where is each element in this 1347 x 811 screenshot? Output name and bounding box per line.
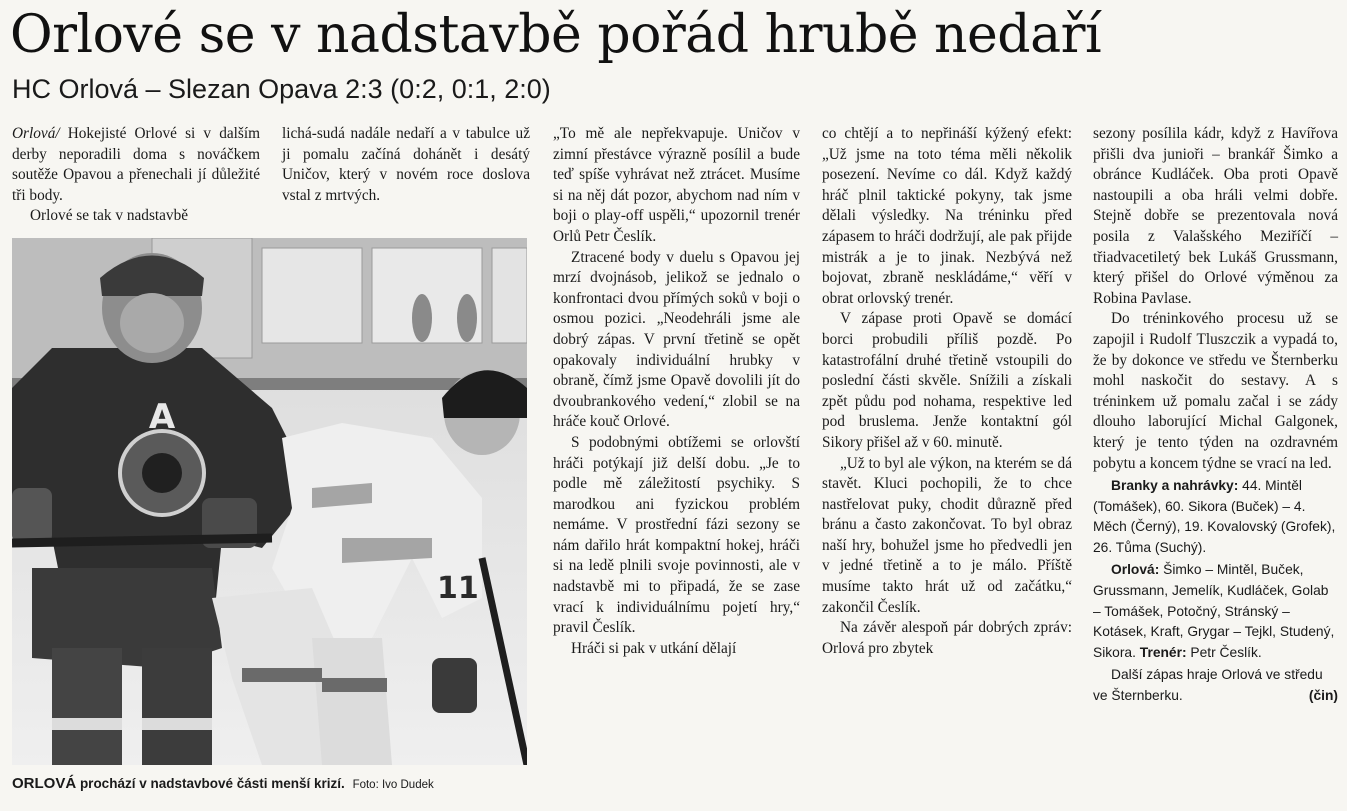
dateline: Orlová/ [12,125,60,142]
paragraph: V zápase proti Opavě se domácí borci probudili příliš pozdě. Po katastrofální druhé třetině vstoupili do poslední části skvěle. Snížili a získali zpět půdu pod nohama, respektive led pod bruslema. Jenže kontaktní gól Sikory přišel až v 60. minutě. [822,310,1072,451]
subheadline: HC Orlová – Slezan Opava 2:3 (0:2, 0:1, 2:0) [12,74,551,104]
paragraph: Na závěr alespoň pár dobrých zpráv: Orlová pro zbytek [822,619,1072,657]
coach-text: Petr Česlík. [1190,644,1262,660]
photo-credit: Foto: Ivo Dudek [352,779,434,791]
jersey-letter: A [148,397,176,437]
lineup-label: Orlová: [1111,562,1160,578]
jersey-number: 11 [437,571,479,606]
lead-paragraph [12,124,260,206]
goals-text: 44. Mintěl (Tomášek), 60. Sikora (Buček) – 4. Měch (Černý), 19. Kovalovský (Grofek), 26. Tůma (Suchý). [1093,478,1336,555]
caption-text: prochází v nadstavbové části menší krizí. [79,776,345,791]
caption-lead: ORLOVÁ [12,775,77,792]
paragraph: S podobnými obtížemi se orlovští hráči potýkají již delší dobu. „Je to podle mě záležitostí psychiky. S marodkou ani fyzickou problém nemáme. V prostřední fázi sezony se nám dařilo hrát kompaktní hokej, hráči si na ledě plnili svoje povinnosti, ale v nadstavbě mi to připadá, že se zase vrací k individuálnímu pojetí hry,“ pravil Česlík. [553,433,800,637]
photo-caption [12,774,527,795]
paragraph: Hráči si pak v utkání dělají [571,639,737,657]
coach-label: Trenér: [1139,644,1187,660]
hockey-photo [12,238,527,765]
next-match-text: Další zápas hraje Orlová ve středu ve Šternberku. [1093,667,1323,704]
paragraph: sezony posílila kádr, když z Havířova přišli dva junioři – brankář Šimko a obránce Kudláček. Oba proti Opavě nastoupili a oba hráli velmi dobře. Stejně dobře se prezentovala nová posila z Valašského Meziříčí – třiadvacetiletý bek Lukáš Grussmann, který přišel do Orlové výměnou za Robina Pavlase. [1093,125,1338,307]
paragraph: lichá-sudá nadále nedaří a v tabulce už ji pomalu začíná dohánět i desátý Uničov, který v novém roce doslova vstal z mrtvých. [282,125,530,204]
headline: Orlové se v nadstavbě pořád hrubě nedaří [10,5,1102,65]
lead-text: Hokejisté Orlové si v dalším derby neporadili doma s nováčkem soutěže Opavou a přenechali jí důležité tři body. [12,125,260,204]
article-column-4 [822,124,1072,659]
paragraph: Do tréninkového procesu už se zapojil i Rudolf Tluszczik a vypadá to, že by dokonce ve středu ve Šternberku mohl naskočit do sestavy. A s tréninkem už pomalu začal i se zády dlouho laborující Michal Galgonek, který je tento týden na ozdravném pobytu a koncem týdne se vrací na led. [1093,310,1338,472]
paragraph: „To mě ale nepřekvapuje. Uničov v zimní přestávce výrazně posílil a bude teď spíše vyhrávat než ztrácet. Musíme si na něj dát pozor, abychom nad ním v boji o play-off uspěli,“ upozornil trenér Orlů Petr Česlík. [553,125,800,245]
paragraph: „Už to byl ale výkon, na kterém se dá stavět. Kluci pochopili, že to chce nastřelovat puky, chodit důrazně před bránu a často zakončovat. To byl obraz naší hry, bohužel jsme ho předvedli jen v jedné třetině a to je málo. Příště musíme takto hrát už od začátku,“ zakončil Česlík. [822,454,1072,616]
article-column-5 [1093,124,1338,707]
paragraph: Orlové se tak v nadstavbě [30,207,189,225]
paragraph: co chtějí a to nepřináší kýžený efekt: „Už jsme na toto téma měli několik posezení. Nevíme co dál. Když každý hráč plnil taktické pokyny, tak jsme dělali výsledky. Na tréninku před zápasem to hráči dodržují, ale pak přijde mistrák a je to jinak. Nezbývá než bojovat, zbraně neskládáme,“ věří v obrat orlovský trenér. [822,125,1072,307]
next-match-info [1093,665,1338,706]
author-signature: (čin) [1308,688,1338,704]
goals-label: Branky a nahrávky: [1111,478,1239,494]
goals-info [1093,476,1338,558]
paragraph: Ztracené body v duelu s Opavou jej mrzí dvojnásob, jelikož se jednalo o konfrontaci dvou přímých soků v boji o osmou pozici. „Neodehráli jsme ale dobrý zápas. V první třetině se opět opakovaly individuální hrubky v obraně, čímž jsme Opavě dovolili jít do dvoubrankového vedení,“ zlobil se na hráče kouč Orlové. [553,248,800,431]
article-column-3 [553,124,800,659]
article-column-2 [282,124,530,206]
lineup-text: Šimko – Mintěl, Buček, Grussmann, Jemelík, Kudláček, Golab – Tomášek, Potočný, Stránský – Kotásek, Kraft, Grygar – Tejkl, Studený, Sikora. [1093,562,1335,660]
lineup-info [1093,560,1338,663]
article-column-1 [12,124,260,227]
